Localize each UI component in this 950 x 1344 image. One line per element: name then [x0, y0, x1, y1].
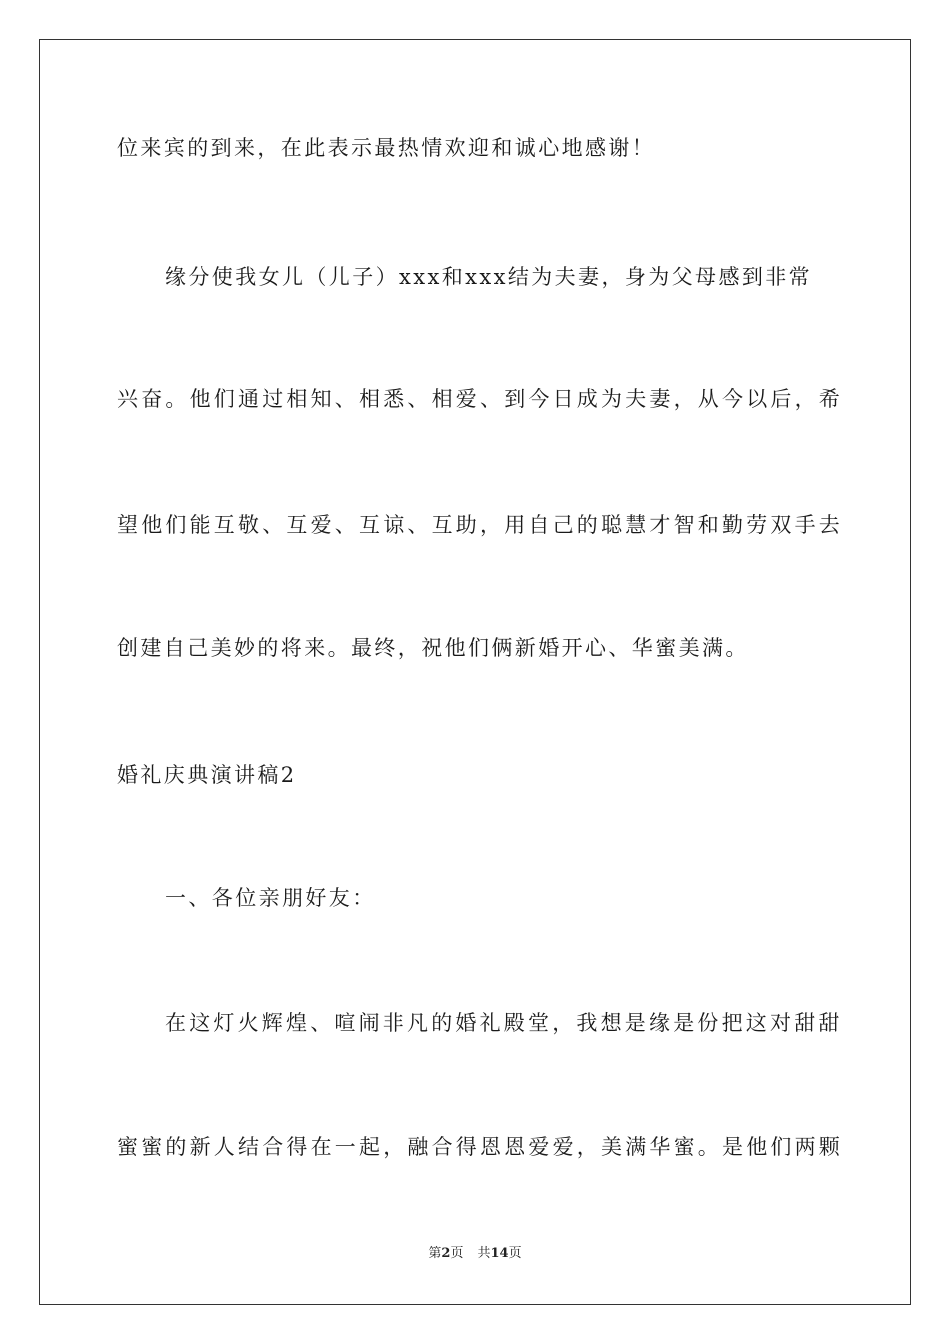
paragraph-line: 望他们能互敬、互爱、互谅、互助，用自己的聪慧才智和勤劳双手去: [117, 513, 843, 537]
page-suffix: 页: [450, 1246, 464, 1261]
page-number: 2: [441, 1246, 451, 1261]
paragraph-line: 位来宾的到来，在此表示最热情欢迎和诚心地感谢！: [117, 136, 656, 160]
total-pages: 14: [490, 1246, 509, 1261]
section-heading: 婚礼庆典演讲稿2: [117, 763, 297, 787]
paragraph-line: 蜜蜜的新人结合得在一起，融合得恩恩爱爱，美满华蜜。是他们两颗: [117, 1135, 843, 1159]
page-prefix: 第: [428, 1246, 442, 1261]
total-prefix: 共: [477, 1246, 491, 1261]
total-suffix: 页: [508, 1246, 522, 1261]
paragraph-line: 在这灯火辉煌、喧闹非凡的婚礼殿堂，我想是缘是份把这对甜甜: [165, 1011, 843, 1035]
paragraph-line: 创建自己美妙的将来。最终，祝他们俩新婚开心、华蜜美满。: [117, 636, 749, 660]
paragraph-line: 一、各位亲朋好友：: [165, 886, 376, 910]
page-footer: [0, 1245, 950, 1263]
page-border: [39, 39, 911, 1305]
paragraph-line: 缘分使我女儿（儿子）xxx和xxx结为夫妻，身为父母感到非常: [165, 265, 813, 289]
paragraph-line: 兴奋。他们通过相知、相悉、相爱、到今日成为夫妻，从今以后，希: [117, 387, 843, 411]
